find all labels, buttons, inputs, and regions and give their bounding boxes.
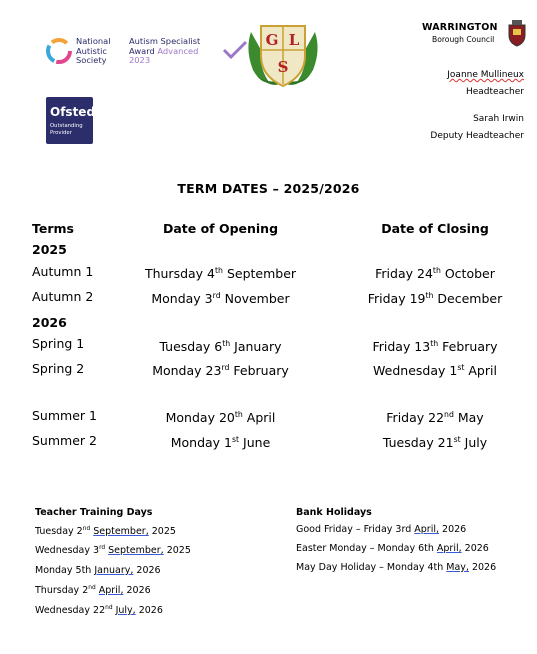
- term-open-date: Tuesday 6th January: [159, 338, 282, 354]
- nas-award-text: [129, 37, 200, 66]
- nas-award-line: Award Advanced: [129, 45, 199, 56]
- term-close-date: Friday 24th October: [375, 265, 495, 281]
- headteacher-block: [447, 67, 524, 101]
- bank-holidays-heading: Bank Holidays: [296, 507, 372, 518]
- warrington-council-logo: [420, 19, 530, 49]
- term-name: Summer 2: [32, 433, 97, 448]
- term-open-date: Thursday 4th September: [144, 265, 297, 281]
- deputy-headteacher-block: [430, 111, 524, 145]
- school-crest-icon: [243, 20, 323, 90]
- training-day-item: Wednesday 3rd September, 2025: [35, 544, 191, 556]
- header-terms: Terms: [32, 221, 74, 236]
- nas-line: Autistic: [76, 45, 107, 56]
- term-close-date: Friday 19th December: [367, 290, 503, 306]
- staff-role: Headteacher: [465, 87, 524, 97]
- nas-name: [76, 37, 111, 66]
- crest-letter: S: [277, 58, 289, 76]
- council-crest-icon: [506, 19, 528, 47]
- term-close-date: Wednesday 1st April: [373, 362, 497, 378]
- bank-holiday-item: Easter Monday – Monday 6th April, 2026: [296, 543, 489, 554]
- training-day-item: Tuesday 2nd September, 2025: [35, 525, 176, 537]
- term-close-date: Friday 13th February: [372, 338, 498, 354]
- council-name: WARRINGTON: [422, 22, 498, 33]
- nas-autism-award-logo: [44, 34, 204, 70]
- training-days-heading: Teacher Training Days: [35, 507, 153, 518]
- nas-line: National: [76, 36, 111, 46]
- ofsted-title: Ofsted: [50, 105, 96, 119]
- ofsted-logo: [46, 97, 96, 144]
- page-title: TERM DATES – 2025/2026: [177, 181, 360, 196]
- training-day-item: Wednesday 22nd July, 2026: [35, 604, 163, 616]
- bank-holiday-item: Good Friday – Friday 3rd April, 2026: [296, 524, 467, 535]
- header-closing: Date of Closing: [381, 221, 489, 236]
- staff-role: Deputy Headteacher: [430, 131, 524, 141]
- year-label: 2025: [32, 242, 67, 257]
- bank-holiday-item: May Day Holiday – Monday 4th May, 2026: [296, 562, 497, 573]
- term-name: Autumn 1: [32, 264, 94, 279]
- term-open-date: Monday 23rd February: [152, 362, 289, 378]
- council-sub: Borough Council: [432, 35, 495, 44]
- term-open-date: Monday 1st June: [170, 434, 271, 450]
- training-day-item: Thursday 2nd April, 2026: [35, 584, 151, 596]
- crest-letter: L: [288, 31, 300, 49]
- crest-letter: G: [265, 31, 279, 49]
- nas-award-line: Autism Specialist: [129, 36, 201, 46]
- header-opening: Date of Opening: [162, 221, 279, 236]
- staff-name: Sarah Irwin: [473, 114, 524, 124]
- staff-name: Joanne Mullineux: [447, 70, 524, 80]
- term-name: Autumn 2: [32, 289, 94, 304]
- nas-swirl-icon: [44, 36, 74, 66]
- term-name: Spring 2: [32, 361, 85, 376]
- term-close-date: Tuesday 21st July: [382, 434, 488, 450]
- ofsted-sub: Outstanding Provider: [50, 123, 83, 136]
- year-label: 2026: [32, 315, 67, 330]
- nas-award-year: 2023: [129, 55, 151, 65]
- term-name: Spring 1: [32, 336, 85, 351]
- term-name: Summer 1: [32, 408, 97, 423]
- nas-line: Society: [76, 55, 107, 65]
- training-day-item: Monday 5th January, 2026: [35, 565, 161, 576]
- term-open-date: Monday 20th April: [165, 409, 276, 425]
- term-close-date: Friday 22nd May: [386, 409, 484, 425]
- term-open-date: Monday 3rd November: [151, 290, 290, 306]
